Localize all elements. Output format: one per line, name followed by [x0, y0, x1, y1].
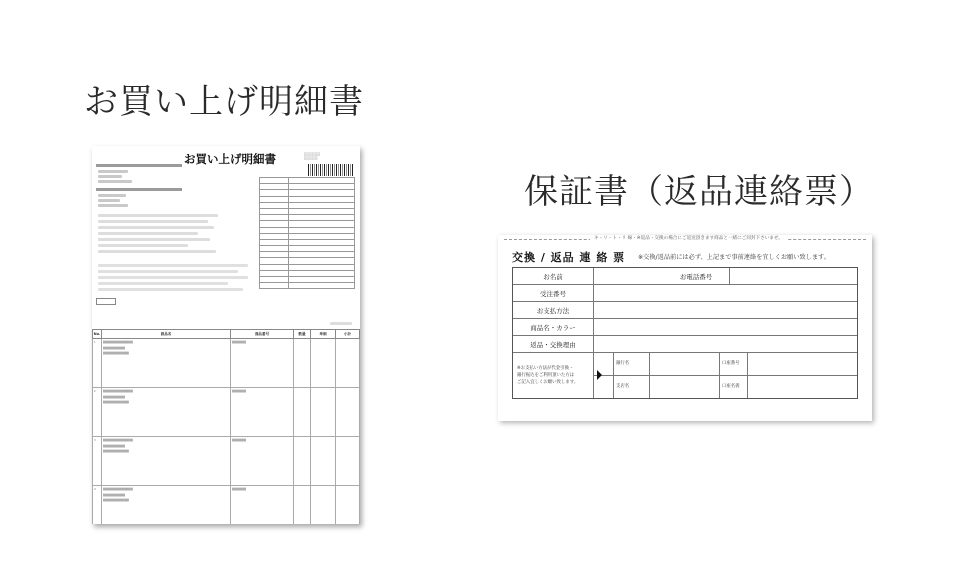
table-row: 2 ▒▒▒▒▒▒▒▒▒▒▒▒▒▒▒ ▒▒▒▒▒▒▒▒▒▒▒ ▒▒▒▒▒▒▒▒▒▒▒▒▒ ▒▒▒▒▒▒▒ — [93, 388, 360, 437]
refund-note-line: 銀行振込をご利用頂いた方は — [517, 373, 575, 378]
shop-logo: ░░░░░░░ ░░░░░░ — [304, 152, 321, 160]
name-label: お名前 — [543, 273, 563, 281]
message-line — [98, 244, 188, 247]
blurred-text — [98, 199, 120, 202]
notice-line — [98, 276, 248, 279]
cut-line-text: キ・リ・ト・リ 線・※返品・交換の場合にご返送頂きます商品と一緒にご同封下さいませ。 — [590, 235, 787, 241]
sender-bar — [96, 188, 182, 191]
table-row: 3 ▒▒▒▒▒▒▒▒▒▒▒▒▒▒▒ ▒▒▒▒▒▒▒▒▒▒▒ ▒▒▒▒▒▒▒▒▒▒▒▒▒ ▒▒▒▒▒▒▒ — [93, 437, 360, 486]
col-header: 商品番号 — [231, 330, 294, 339]
order-number-label: 受注番号 — [540, 290, 566, 298]
items-table — [92, 329, 360, 524]
branch-name-label: 支店名 — [616, 384, 630, 389]
return-reason-label: 返品・交換理由 — [530, 341, 576, 349]
col-header: 単価 — [311, 330, 336, 339]
invoice-title: お買い上げ明細書 — [184, 152, 276, 166]
message-line — [98, 226, 214, 229]
small-box — [96, 298, 116, 305]
phone-label: お電話番号 — [679, 273, 713, 281]
account-holder-label: 口座名義 — [722, 384, 740, 389]
blurred-text — [98, 180, 132, 183]
arrow-right-icon — [597, 370, 602, 380]
notice-line — [98, 288, 243, 291]
refund-note-line: ※お支払い方法が代金引換・ — [517, 366, 574, 371]
message-line — [98, 220, 208, 223]
notice-line — [98, 264, 248, 267]
account-number-label: 口座番号 — [722, 361, 740, 366]
return-slip-card — [498, 235, 872, 421]
slip-form — [512, 267, 858, 399]
col-header: 小計 — [336, 330, 360, 339]
message-line — [98, 238, 210, 241]
message-line — [98, 250, 216, 253]
blurred-text — [98, 170, 128, 173]
refund-note-line: ご記入宜しくお願い致します。 — [517, 380, 579, 385]
slip-title: 交換 / 返品 連 絡 票 — [512, 251, 626, 264]
payment-method-label: お支払方法 — [536, 307, 570, 315]
notice-line — [98, 282, 228, 285]
blurred-text — [98, 204, 128, 207]
col-header: 商品名 — [102, 330, 231, 339]
blurred-text — [98, 194, 126, 197]
notice-line — [98, 270, 238, 273]
col-header: 数量 — [294, 330, 311, 339]
message-line — [98, 214, 218, 217]
warranty-heading: 保証書（返品連絡票） — [524, 172, 874, 212]
bank-name-label: 銀行名 — [616, 361, 630, 366]
table-row: 1 ▒▒▒▒▒▒▒▒▒▒▒▒▒▒▒ ▒▒▒▒▒▒▒▒▒▒▒ ▒▒▒▒▒▒▒▒▒▒▒▒▒ ▒▒▒▒▒▒▒ — [93, 339, 360, 388]
barcode — [308, 164, 354, 176]
product-color-label: 商品名・カラー — [530, 324, 576, 332]
order-meta-table — [259, 177, 355, 289]
slip-note: ※交換/返品前には必ず、上記まで事前連絡を宜しくお願い致します。 — [638, 254, 830, 261]
recipient-bar — [96, 164, 182, 167]
table-row: 4 ▒▒▒▒▒▒▒▒▒▒▒▒▒▒▒ ▒▒▒▒▒▒▒▒▒▒▒ ▒▒▒▒▒▒▒▒▒▒▒▒▒ ▒▒▒▒▒▒▒ — [93, 486, 360, 525]
invoice-heading: お買い上げ明細書 — [84, 82, 364, 122]
tax-note — [330, 322, 352, 325]
message-line — [98, 232, 198, 235]
col-header: No. — [93, 330, 102, 339]
blurred-text — [98, 175, 122, 178]
invoice-document — [92, 146, 360, 524]
